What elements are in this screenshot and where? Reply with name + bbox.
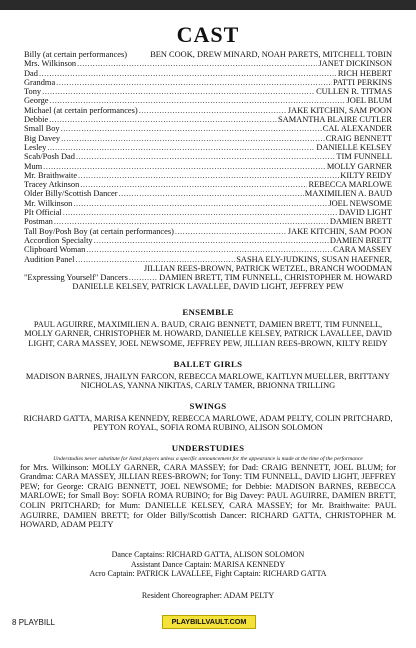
cast-role: Small Boy xyxy=(24,124,60,134)
ballet-girls-names: MADISON BARNES, JHAILYN FARCON, REBECCA MARLOWE, KAITLYN MUELLER, BRITTANY NICHOLAS, YANNA NIKITAS, CARLY TAMER, BRIONNA TRILLING xyxy=(25,371,391,391)
understudies-heading: UNDERSTUDIES xyxy=(171,443,245,453)
cast-actor: DAMIEN BRETT, TIM FUNNELL, CHRISTOPHER M. HOWARD xyxy=(159,273,392,283)
dot-leader xyxy=(77,59,317,68)
cast-row xyxy=(24,227,392,236)
ensemble-section xyxy=(20,308,396,348)
footer-page-info xyxy=(12,618,55,627)
cast-role: George xyxy=(24,96,49,106)
swings-section xyxy=(20,402,396,433)
cast-role: Postman xyxy=(24,217,53,227)
dot-leader xyxy=(39,69,337,78)
ensemble-names: PAUL AGUIRRE, MAXIMILIEN A. BAUD, CRAIG BENNETT, DAMIEN BRETT, TIM FUNNELL, MOLLY GARNER, CHRISTOPHER M. HOWARD, DANIELLE KELSEY, PATRICK LAVALLEE, DAVID LIGHT, CARA MASSEY, JOEL NEWSOME, JEFFREY PEW, JILLIAN REES-BROWN, KILTY REIDY xyxy=(24,319,392,348)
cast-row xyxy=(24,59,392,68)
ballet-girls-heading: BALLET GIRLS xyxy=(173,359,243,369)
cast-actor: JOEL NEWSOME xyxy=(328,198,392,208)
cast-row xyxy=(24,87,392,96)
cast-row xyxy=(24,78,392,87)
swings-names: RICHARD GATTA, MARISA KENNEDY, REBECCA MARLOWE, ADAM PELTY, COLIN PRITCHARD, PEYTON ROYAL, SOFIA ROMA RUBINO, ALISON SOLOMON xyxy=(23,413,393,433)
dot-leader xyxy=(49,115,277,124)
cast-actor: CARA MASSEY xyxy=(333,245,392,255)
cast-actor: BEN COOK, DREW MINARD, NOAH PARETS, MITCHELL TOBIN xyxy=(150,50,392,59)
dot-leader xyxy=(80,180,307,189)
cast-role: Tony xyxy=(24,87,42,97)
cast-role: Older Billy/Scottish Dancer xyxy=(24,189,118,199)
page-title: CAST xyxy=(176,22,240,47)
dot-leader xyxy=(139,106,287,115)
cast-role: Mr. Wilkinson xyxy=(24,198,73,208)
cast-role: Audition Panel xyxy=(24,254,75,264)
cast-row xyxy=(24,106,392,115)
publication-name: PLAYBILL xyxy=(18,618,56,627)
cast-row xyxy=(24,208,392,217)
dot-leader xyxy=(75,255,235,264)
dot-leader xyxy=(119,189,304,198)
dot-leader xyxy=(73,199,327,208)
cast-list xyxy=(24,50,392,292)
cast-actor: DAMIEN BRETT xyxy=(329,217,392,227)
assistant-dance-captain: Assistant Dance Captain: MARISA KENNEDY xyxy=(130,559,286,569)
dot-leader xyxy=(42,87,315,96)
cast-role: Scab/Posh Dad xyxy=(24,152,75,162)
cast-row xyxy=(24,217,392,226)
cast-row xyxy=(24,96,392,105)
cast-role: Clipboard Woman xyxy=(24,245,86,255)
dot-leader xyxy=(47,143,315,152)
cast-actor: SAMANTHA BLAIRE CUTLER xyxy=(278,115,392,125)
cast-actor: DANIELLE KELSEY xyxy=(316,142,392,152)
dot-leader xyxy=(86,245,332,254)
cast-actor: CAL ALEXANDER xyxy=(322,124,392,134)
dot-leader xyxy=(54,217,329,226)
cast-row xyxy=(24,273,392,282)
dot-leader xyxy=(63,208,338,217)
cast-row xyxy=(24,134,392,143)
dot-leader xyxy=(56,78,332,87)
cast-row xyxy=(24,143,392,152)
ballet-girls-section xyxy=(20,360,396,391)
dot-leader xyxy=(175,227,287,236)
cast-role: Lesley xyxy=(24,142,47,152)
cast-actor: MOLLY GARNER xyxy=(326,161,392,171)
playbill-vault-badge[interactable]: PLAYBILLVAULT.COM xyxy=(162,615,256,629)
cast-role: Tracey Atkinson xyxy=(24,180,80,190)
cast-row xyxy=(24,69,392,78)
cast-role: Billy (at certain performances) xyxy=(24,50,128,59)
cast-actor: JOEL BLUM xyxy=(346,96,392,106)
cast-role: Mr. Braithwaite xyxy=(24,170,78,180)
swings-heading: SWINGS xyxy=(189,401,227,411)
cast-role: Michael (at certain performances) xyxy=(24,105,138,115)
cast-actor: JAKE KITCHIN, SAM POON xyxy=(287,105,392,115)
cast-actor: KILTY REIDY xyxy=(340,170,392,180)
expressing-dancers-continued: DANIELLE KELSEY, PATRICK LAVALLEE, DAVID LIGHT, JEFFREY PEW xyxy=(72,282,344,292)
cast-row xyxy=(24,236,392,245)
cast-row xyxy=(24,124,392,133)
audition-panel-continued: JILLIAN REES-BROWN, PATRICK WETZEL, BRANCH WOODMAN xyxy=(143,263,392,273)
dot-leader xyxy=(61,124,322,133)
cast-role: Dad xyxy=(24,68,38,78)
cast-row xyxy=(24,162,392,171)
dot-leader xyxy=(78,171,339,180)
cast-row xyxy=(24,115,392,124)
ensemble-heading: ENSEMBLE xyxy=(182,307,234,317)
cast-role: PIt Official xyxy=(24,208,62,218)
cast-role: Mum xyxy=(24,161,43,171)
cast-row xyxy=(24,189,392,198)
dot-leader xyxy=(76,152,335,161)
understudies-section xyxy=(20,444,396,530)
cast-row xyxy=(24,50,392,59)
dot-leader xyxy=(129,273,158,282)
page-number: 8 xyxy=(12,618,17,627)
cast-actor: SASHA ELY-JUDKINS, SUSAN HAEFNER, xyxy=(236,254,392,264)
cast-actor: CRAIG BENNETT xyxy=(325,133,392,143)
cast-row xyxy=(24,152,392,161)
cast-row xyxy=(24,180,392,189)
cast-role: Accordion Specialty xyxy=(24,235,93,245)
acro-fight-captains: Acro Captain: PATRICK LAVALLEE, Fight Captain: RICHARD GATTA xyxy=(89,569,327,579)
cast-role: Tall Boy/Posh Boy (at certain performances) xyxy=(24,226,174,236)
cast-role: "Expressing Yourself" Dancers xyxy=(24,273,128,283)
cast-row xyxy=(24,245,392,254)
cast-role: Mrs. Wilkinson xyxy=(24,59,77,69)
cast-role: Grandma xyxy=(24,77,56,87)
dot-leader xyxy=(61,134,325,143)
cast-row xyxy=(24,171,392,180)
cast-actor: MAXIMILIEN A. BAUD xyxy=(304,189,392,199)
cast-actor: JAKE KITCHIN, SAM POON xyxy=(287,226,392,236)
resident-choreographer: Resident Choreographer: ADAM PELTY xyxy=(141,591,275,600)
dot-leader xyxy=(50,96,346,105)
cast-actor: RICH HEBERT xyxy=(337,68,392,78)
top-bar xyxy=(0,0,416,10)
understudies-note: Understudies never substitute for listed players unless a specific announcement for the appearance is made at the time of the performance xyxy=(53,455,363,462)
cast-row xyxy=(24,255,392,264)
cast-actor: DAMIEN BRETT xyxy=(329,235,392,245)
cast-actor: REBECCA MARLOWE xyxy=(308,180,392,190)
cast-actor: DAVID LIGHT xyxy=(338,208,392,218)
captains-block xyxy=(20,550,396,579)
cast-actor: PATTI PERKINS xyxy=(332,77,392,87)
cast-actor: TIM FUNNELL xyxy=(336,152,392,162)
cast-actor: CULLEN R. TITMAS xyxy=(316,87,392,97)
cast-role: Debbie xyxy=(24,115,49,125)
cast-row xyxy=(24,199,392,208)
cast-role: Big Davey xyxy=(24,133,61,143)
dance-captains: Dance Captains: RICHARD GATTA, ALISON SOLOMON xyxy=(111,550,305,559)
dot-leader xyxy=(94,236,329,245)
dot-leader xyxy=(43,162,326,171)
cast-actor: JANET DICKINSON xyxy=(318,59,392,69)
understudies-body: for Mrs. Wilkinson: MOLLY GARNER, CARA MASSEY; for Dad: CRAIG BENNETT, JOEL BLUM; for Grandma: CARA MASSEY, JILLIAN REES-BROWN; for Tony: TIM FUNNELL, DAVID LIGHT, JEFFREY PEW; for George: CRAIG BENNETT, JOEL NEWSOME; for Debbie: MADISON BARNES, REBECCA MARLOWE; for Small Boy: SOFIA ROMA RUBINO; for Big Davey: PAUL AGUIRRE, DAMIEN BRETT, COLIN PRITCHARD; for Mum: DANIELLE KELSEY, CARA MASSEY; for Mr. Braithwaite: PAUL AGUIRRE, DAMIEN BRETT; for Older Billy/Scottish Dancer: RICHARD GATTA, CHRISTOPHER M. HOWARD, ADAM PELTY xyxy=(20,462,396,530)
